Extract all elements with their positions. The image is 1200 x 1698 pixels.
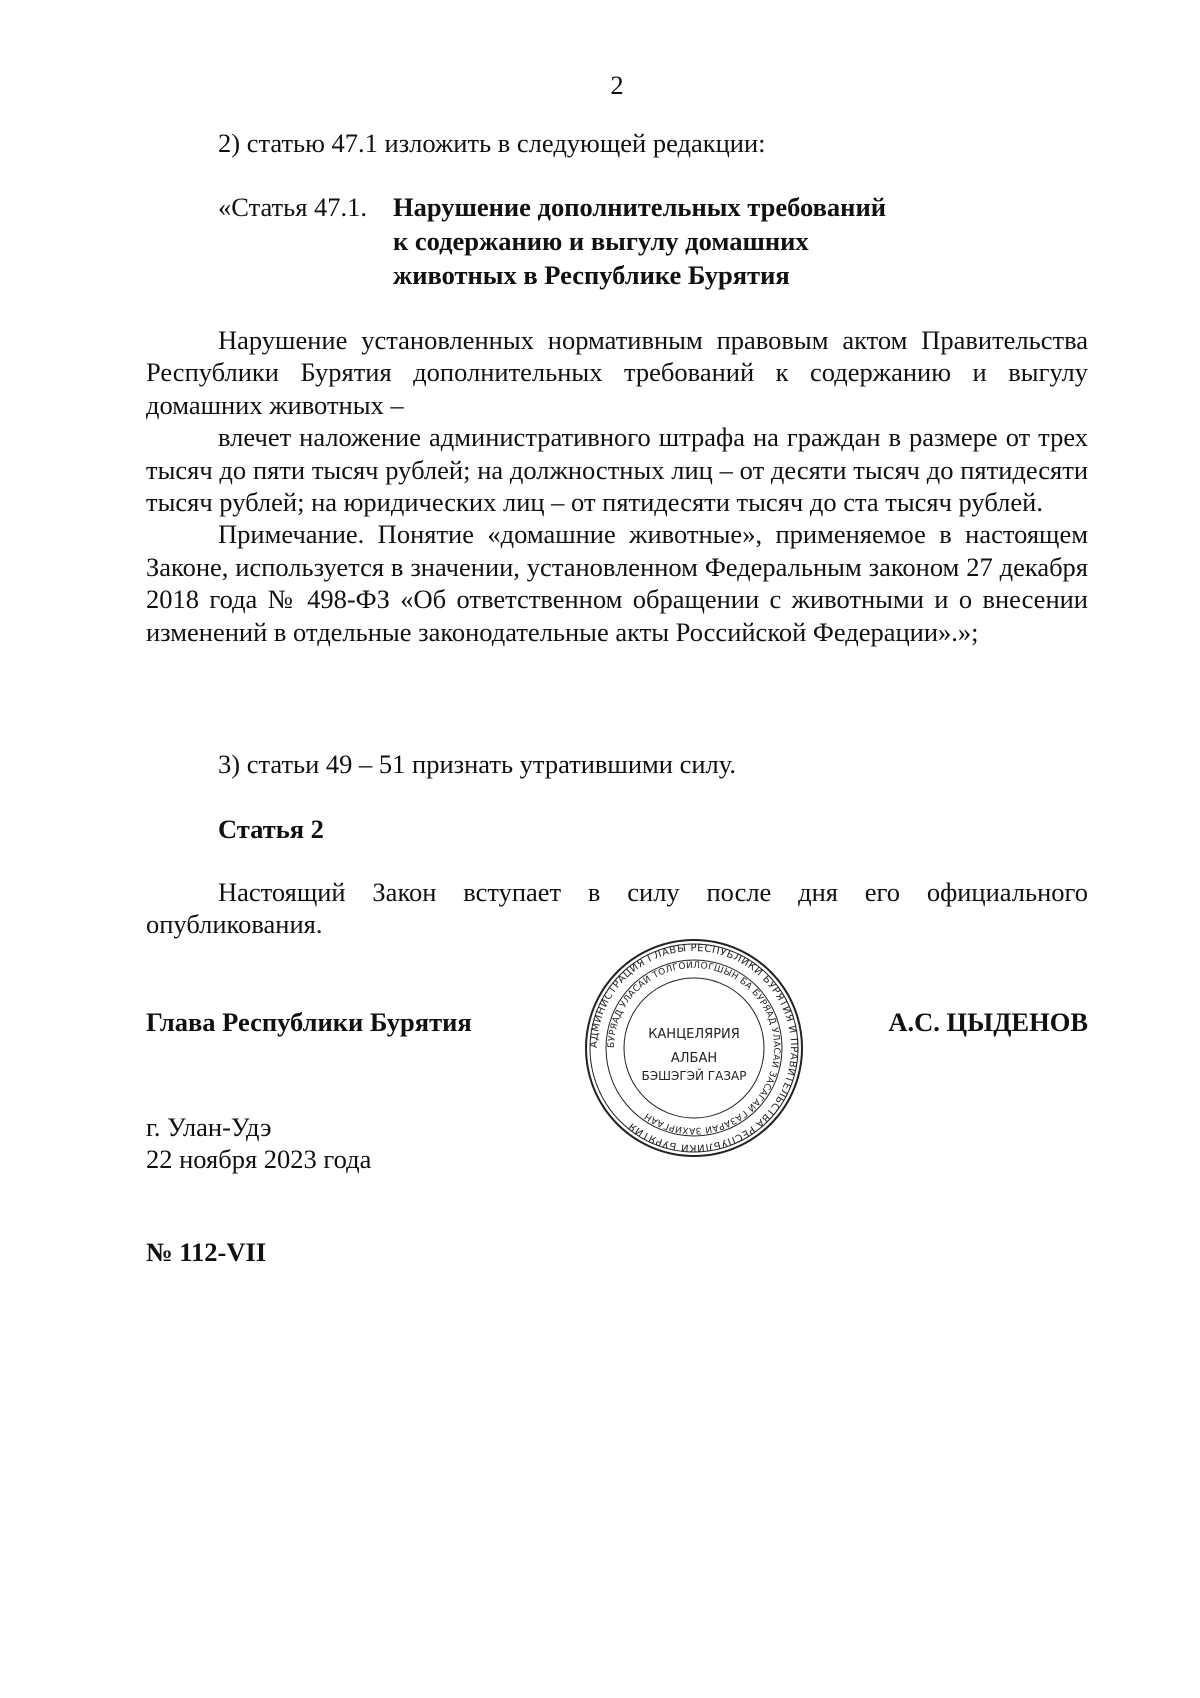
article-47-1-title-line1: Нарушение дополнительных требований — [393, 192, 886, 222]
signatory-position: Глава Республики Бурятия — [146, 1007, 472, 1037]
item2-intro: 2) статью 47.1 изложить в следующей редакции: — [218, 128, 766, 158]
article-47-1-title-line2: к содержанию и выгулу домашних — [393, 226, 809, 256]
date: 22 ноября 2023 года — [146, 1144, 372, 1174]
stamp-center-line1: КАНЦЕЛЯРИЯ — [648, 1027, 740, 1042]
article-47-1-title-line3: животных в Республике Бурятия — [393, 260, 790, 290]
article2-heading: Статья 2 — [218, 814, 324, 844]
stamp-center-line3: БЭШЭГЭЙ ГАЗАР — [641, 1069, 747, 1083]
signatory-name: А.С. ЦЫДЕНОВ — [888, 1007, 1088, 1037]
place: г. Улан-Удэ — [146, 1112, 272, 1142]
item3-text: 3) статьи 49 – 51 признать утратившими силу. — [218, 749, 736, 779]
article2-body — [146, 876, 1088, 941]
stamp-outer-text: АДМИНИСТРАЦИЯ ГЛАВЫ РЕСПУБЛИКИ БУРЯТИЯ И ПРАВИТЕЛЬСТВА РЕСПУБЛИКИ БУРЯТИЯ — [588, 942, 800, 1154]
official-seal-stamp — [584, 938, 804, 1158]
page-number: 2 — [610, 70, 624, 100]
stamp-inner-text: БУРЯАД УЛАСАЙ ТОЛГОЙЛОГШЫН БА БУРЯАД УЛАСАЙ ЗАСАГАЙ ГАЗАРАЙ ЗАХИРГААН — [606, 960, 782, 1136]
article-47-1-body — [146, 324, 1088, 648]
law-number: № 112-VII — [146, 1237, 267, 1267]
penalty-paragraph: влечет наложение административного штрафа на граждан в размере от трех тысяч до пяти тысяч рублей; на должностных лиц – от десяти тысяч до пятидесяти тысяч рублей; на юридических лиц – от пятидесяти тысяч до ста тысяч рублей. — [146, 422, 1088, 518]
stamp-center-line2: АЛБАН — [670, 1051, 718, 1066]
violation-paragraph: Нарушение установленных нормативным правовым актом Правительства Республики Бурятия дополнительных требований к содержанию и выгулу домашних животных – — [146, 325, 1088, 420]
article-47-1-prefix: «Статья 47.1. — [218, 192, 368, 222]
article2-text: Настоящий Закон вступает в силу после дня его официального опубликования. — [146, 877, 1088, 940]
note-paragraph: Примечание. Понятие «домашние животные», применяемое в настоящем Законе, используется в значении, установленном Федеральным законом 27 декабря 2018 года № 498-ФЗ «Об ответственном обращении с животными и о внесении изменений в отдельные законодательные акты Российской Федерации».»; — [146, 519, 1088, 647]
